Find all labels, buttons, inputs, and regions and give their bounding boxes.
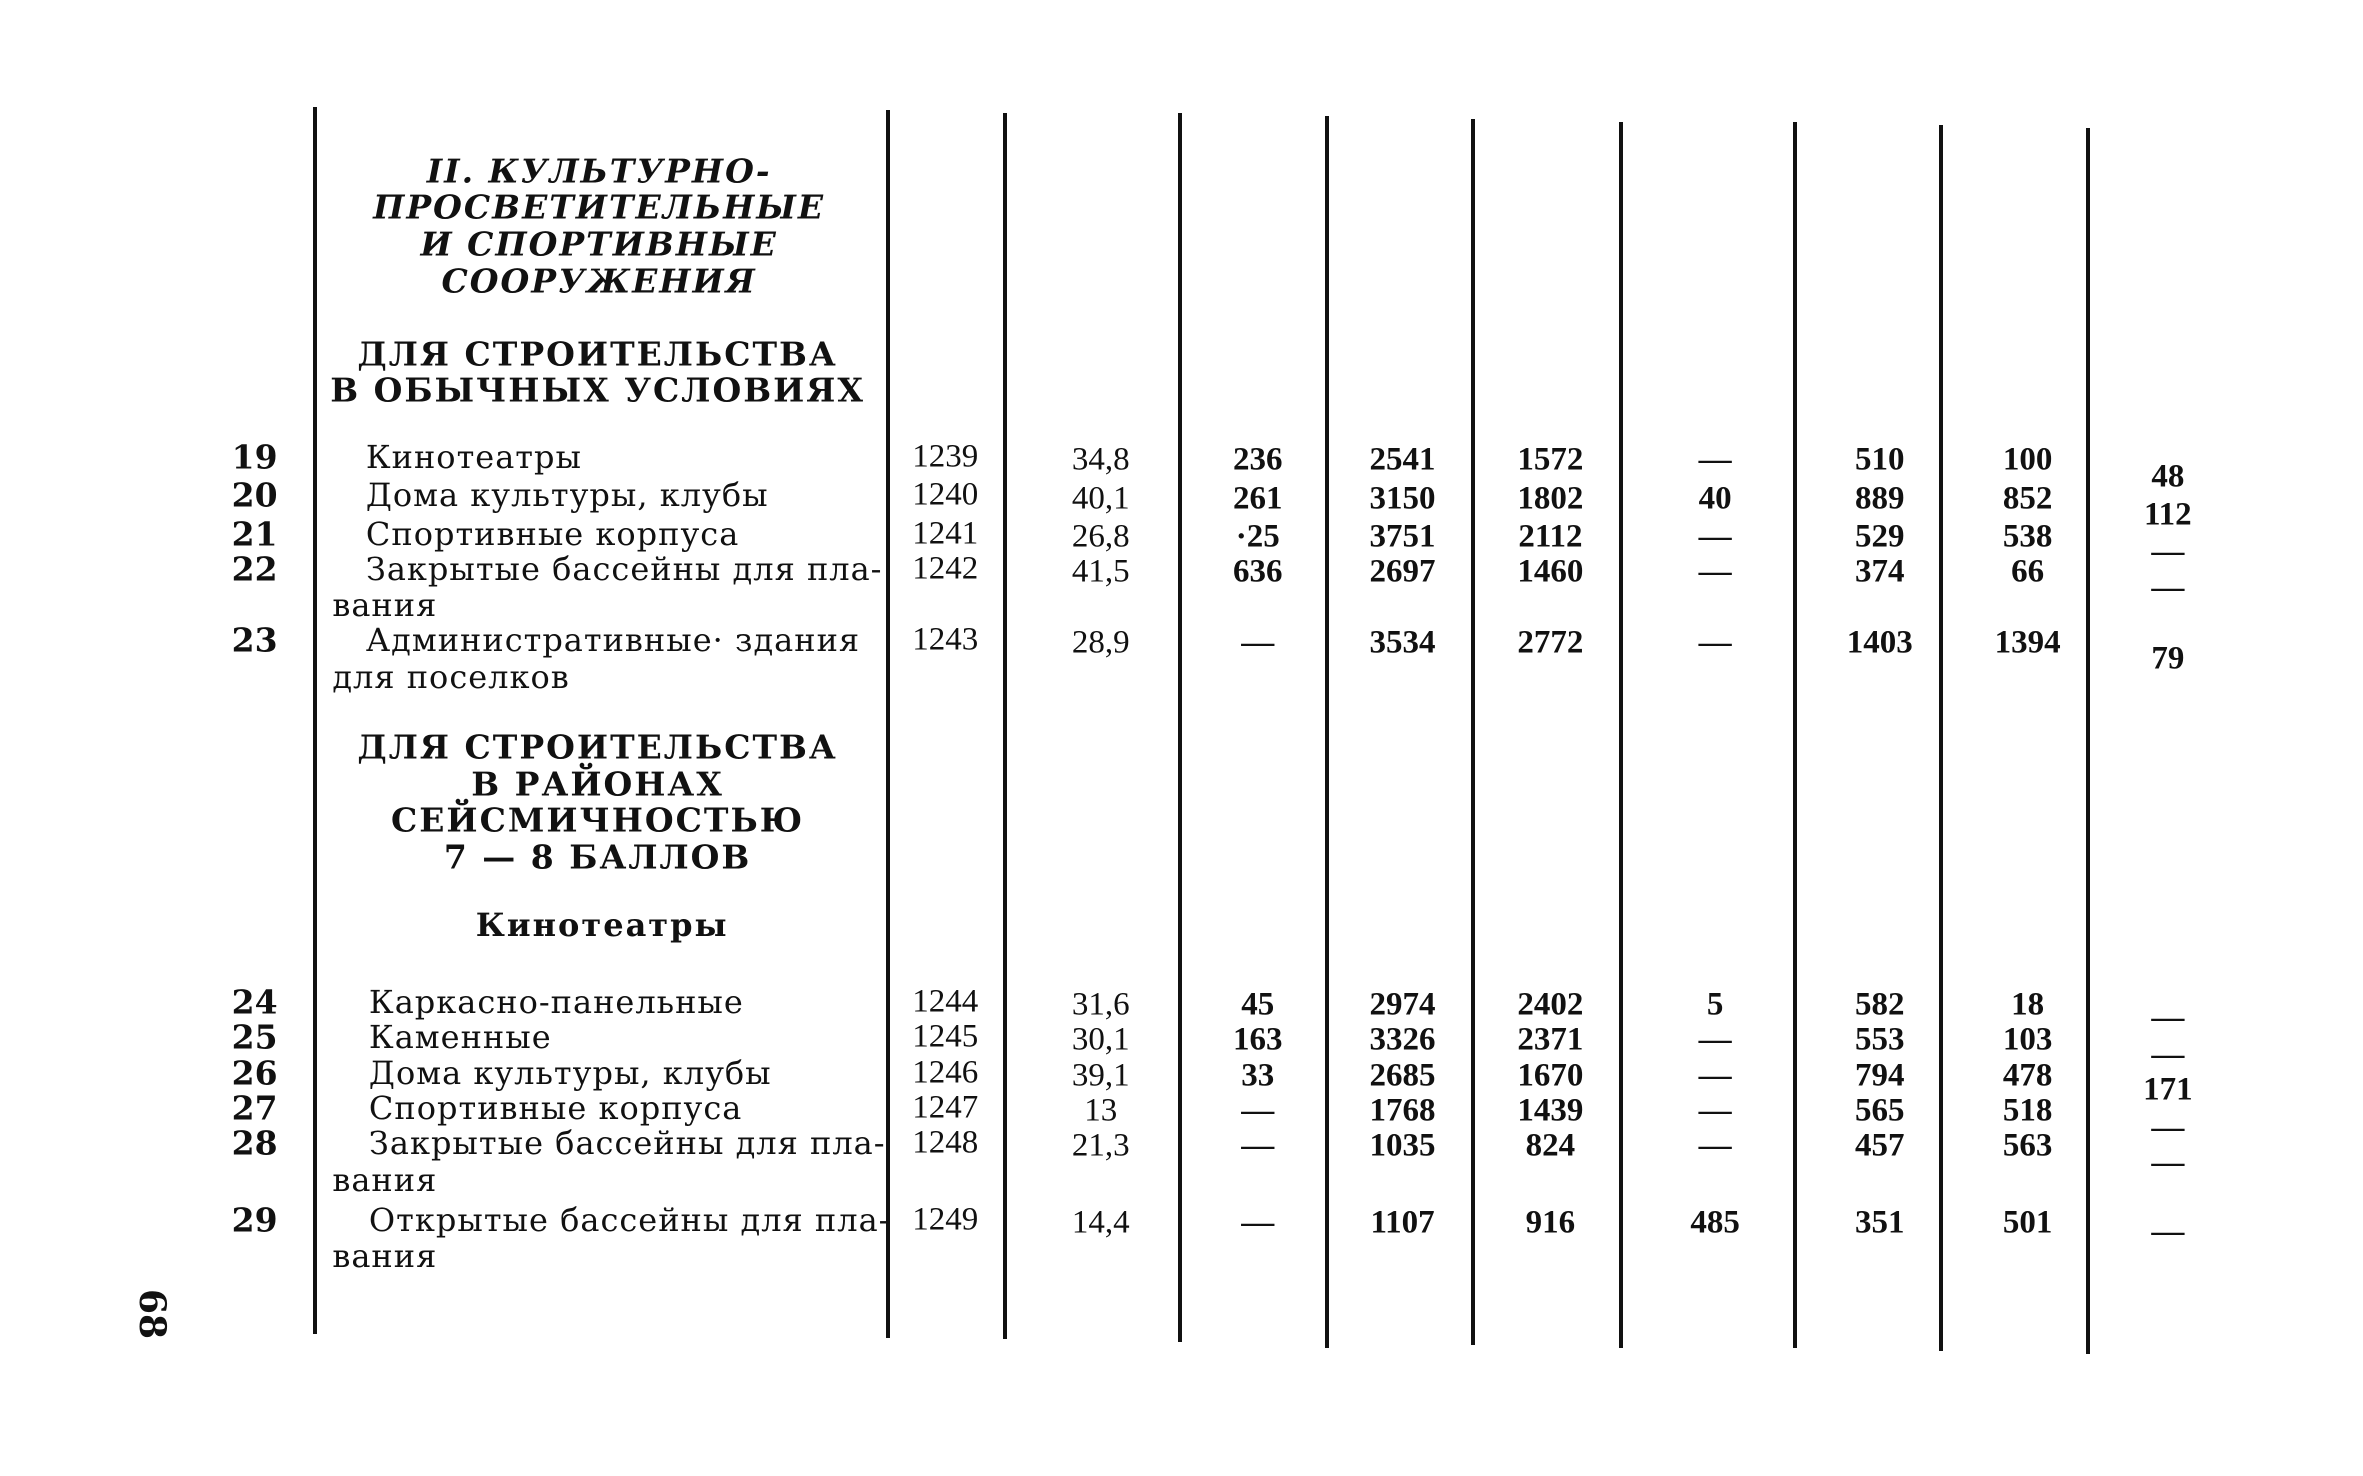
row-name: Открытые бассейны для пла- xyxy=(368,1200,891,1239)
row-value-col3: 3751 xyxy=(1369,518,1436,555)
row-value-col1: 13 xyxy=(1084,1092,1118,1129)
section-heading-line: ДЛЯ СТРОИТЕЛЬСТВА xyxy=(357,334,838,374)
row-value-col1: 41,5 xyxy=(1071,553,1130,590)
row-value-col8: — xyxy=(2151,1213,2185,1250)
row-value-col8: — xyxy=(2151,569,2185,606)
section-title-line: II. КУЛЬТУРНО- xyxy=(426,151,772,191)
row-value-col6: 457 xyxy=(1854,1127,1905,1164)
row-value-col5: 40 xyxy=(1698,480,1732,516)
row-name: Кинотеатры xyxy=(365,438,582,477)
row-value-col8: — xyxy=(2151,533,2185,570)
row-value-col4: 916 xyxy=(1525,1204,1576,1241)
row-value-col3: 3534 xyxy=(1369,624,1436,661)
row-name: Дома культуры, клубы xyxy=(368,1054,772,1093)
row-value-col2: 636 xyxy=(1232,553,1283,590)
row-number: 22 xyxy=(231,549,278,589)
row-value-col2: ·25 xyxy=(1235,518,1280,555)
section-heading-line: В РАЙОНАХ xyxy=(471,764,724,804)
row-value-col4: 1439 xyxy=(1517,1092,1584,1129)
row-value-col2: — xyxy=(1241,1127,1275,1164)
row-name: Каменные xyxy=(368,1017,552,1056)
row-value-col4: 1460 xyxy=(1517,553,1584,590)
row-value-col8: — xyxy=(2151,1036,2185,1073)
row-value-col8: 48 xyxy=(2151,458,2185,495)
row-value-col3: 2541 xyxy=(1369,441,1436,478)
row-value-col5: — xyxy=(1698,1092,1732,1129)
row-name: вания xyxy=(332,1160,438,1199)
row-number: 25 xyxy=(231,1017,278,1057)
row-value-col6: 374 xyxy=(1854,553,1905,590)
row-value-col1: 26,8 xyxy=(1071,518,1130,555)
row-value-col7: 100 xyxy=(2002,441,2053,478)
row-value-col3: 1035 xyxy=(1369,1127,1436,1164)
row-value-col1: 39,1 xyxy=(1071,1057,1130,1094)
row-value-col1: 21,3 xyxy=(1071,1127,1130,1164)
row-value-col7: 18 xyxy=(2011,986,2045,1023)
section-title-line: ПРОСВЕТИТЕЛЬНЫЕ xyxy=(373,187,826,227)
row-value-col5: — xyxy=(1698,1057,1732,1094)
row-name: Спортивные корпуса xyxy=(365,514,740,553)
row-value-col8: — xyxy=(2151,999,2185,1036)
row-value-col2: 236 xyxy=(1232,441,1283,478)
row-value-col5: — xyxy=(1698,518,1732,555)
row-value-col8: 171 xyxy=(2143,1071,2193,1108)
row-value-col2: — xyxy=(1241,624,1275,661)
row-value-col2: — xyxy=(1241,1092,1275,1129)
row-value-col6: 565 xyxy=(1854,1092,1905,1129)
row-name: вания xyxy=(332,1237,438,1276)
row-value-col5: — xyxy=(1698,441,1732,478)
row-value-col4: 2772 xyxy=(1517,624,1584,661)
row-value-col6: 582 xyxy=(1854,986,1905,1023)
row-number: 29 xyxy=(231,1200,278,1240)
row-value-col4: 2402 xyxy=(1517,986,1584,1023)
column-divider xyxy=(1003,113,1007,1339)
row-number: 19 xyxy=(231,437,278,477)
row-value-col3: 1107 xyxy=(1370,1204,1435,1241)
row-value-col6: 553 xyxy=(1854,1021,1905,1058)
row-value-col5: 5 xyxy=(1706,986,1724,1023)
column-divider xyxy=(313,107,317,1334)
row-number: 24 xyxy=(231,982,278,1022)
row-value-col2: — xyxy=(1241,1204,1275,1241)
row-value-col8: — xyxy=(2151,1109,2185,1146)
row-value-col6: 1403 xyxy=(1846,624,1913,661)
row-value-col4: 1802 xyxy=(1517,480,1584,516)
row-value-col4: 2112 xyxy=(1518,518,1583,555)
row-code: 1242 xyxy=(912,550,979,587)
row-value-col6: 510 xyxy=(1854,441,1905,478)
column-divider xyxy=(1939,125,1943,1351)
row-name: Каркасно-панельные xyxy=(368,982,744,1021)
column-divider xyxy=(2086,128,2090,1354)
row-name: для поселков xyxy=(332,657,570,696)
row-code: 1240 xyxy=(912,476,979,513)
row-number: 28 xyxy=(231,1123,278,1163)
row-value-col2: 163 xyxy=(1232,1021,1283,1058)
row-value-col3: 2685 xyxy=(1369,1057,1436,1094)
row-code: 1239 xyxy=(912,438,979,475)
section-heading-line: В ОБЫЧНЫХ УСЛОВИЯХ xyxy=(330,370,865,410)
row-value-col6: 794 xyxy=(1854,1057,1905,1094)
row-value-col7: 852 xyxy=(2002,480,2053,516)
row-name: Спортивные корпуса xyxy=(368,1089,743,1128)
column-divider xyxy=(1793,122,1797,1348)
row-code: 1243 xyxy=(912,621,979,658)
row-value-col5: 485 xyxy=(1690,1204,1740,1241)
subheading: Кинотеатры xyxy=(475,906,729,945)
row-code: 1248 xyxy=(912,1124,979,1161)
row-value-col1: 30,1 xyxy=(1071,1021,1130,1058)
row-value-col6: 529 xyxy=(1854,518,1905,555)
row-code: 1241 xyxy=(912,515,979,552)
row-code: 1245 xyxy=(912,1018,979,1055)
row-value-col2: 261 xyxy=(1232,480,1283,516)
row-value-col5: — xyxy=(1698,624,1732,661)
row-value-col2: 45 xyxy=(1241,986,1275,1023)
row-value-col1: 28,9 xyxy=(1071,624,1130,661)
column-divider xyxy=(886,110,890,1339)
row-name: Административные· здания xyxy=(365,621,861,660)
row-number: 27 xyxy=(231,1088,278,1128)
row-value-col3: 3150 xyxy=(1369,480,1436,516)
row-number: 23 xyxy=(231,620,278,660)
row-name: Дома культуры, клубы xyxy=(365,476,769,515)
section-title-line: И СПОРТИВНЫЕ xyxy=(420,224,778,264)
row-number: 20 xyxy=(231,475,278,515)
row-value-col7: 1394 xyxy=(1994,624,2061,661)
row-value-col7: 518 xyxy=(2002,1092,2053,1129)
row-value-col4: 1572 xyxy=(1517,441,1584,478)
row-value-col7: 66 xyxy=(2011,553,2045,590)
row-code: 1247 xyxy=(912,1089,979,1126)
row-value-col4: 1670 xyxy=(1517,1057,1584,1094)
section-title-line: СООРУЖЕНИЯ xyxy=(441,261,757,300)
page-number: 68 xyxy=(131,1289,174,1340)
row-code: 1249 xyxy=(912,1201,979,1238)
row-value-col7: 501 xyxy=(2002,1204,2053,1241)
row-name: Закрытые бассейны для пла- xyxy=(365,549,883,588)
row-name: Закрытые бассейны для пла- xyxy=(368,1124,886,1163)
row-value-col7: 103 xyxy=(2002,1021,2053,1058)
row-value-col5: — xyxy=(1698,1021,1732,1058)
row-number: 26 xyxy=(231,1053,278,1093)
row-value-col6: 351 xyxy=(1854,1204,1905,1241)
section-heading-line: 7 — 8 БАЛЛОВ xyxy=(443,837,752,877)
row-value-col1: 31,6 xyxy=(1071,986,1130,1023)
row-value-col5: — xyxy=(1698,1127,1732,1164)
row-value-col7: 563 xyxy=(2002,1127,2053,1164)
row-value-col6: 889 xyxy=(1854,480,1905,516)
row-value-col5: — xyxy=(1698,553,1732,590)
row-value-col7: 538 xyxy=(2002,518,2053,555)
row-value-col8: — xyxy=(2151,1144,2185,1181)
row-value-col3: 2974 xyxy=(1369,986,1436,1023)
row-value-col2: 33 xyxy=(1241,1057,1275,1094)
row-value-col1: 34,8 xyxy=(1071,441,1130,478)
section-heading-line: ДЛЯ СТРОИТЕЛЬСТВА xyxy=(357,727,838,767)
row-value-col7: 478 xyxy=(2002,1057,2053,1094)
column-divider xyxy=(1178,113,1182,1342)
column-divider xyxy=(1471,119,1475,1345)
row-value-col1: 14,4 xyxy=(1071,1204,1130,1241)
row-code: 1246 xyxy=(912,1054,979,1091)
column-divider xyxy=(1325,116,1329,1348)
row-code: 1244 xyxy=(912,983,979,1020)
row-value-col3: 1768 xyxy=(1369,1092,1436,1129)
row-value-col3: 2697 xyxy=(1369,553,1436,590)
row-value-col3: 3326 xyxy=(1369,1021,1436,1058)
row-value-col8: 112 xyxy=(2143,496,2192,533)
row-name: вания xyxy=(332,586,438,625)
section-heading-line: СЕЙСМИЧНОСТЬЮ xyxy=(391,800,805,840)
row-value-col8: 79 xyxy=(2151,640,2185,677)
row-value-col1: 40,1 xyxy=(1071,480,1130,516)
column-divider xyxy=(1619,122,1623,1348)
row-value-col4: 2371 xyxy=(1517,1021,1584,1058)
row-number: 21 xyxy=(231,514,278,554)
row-value-col4: 824 xyxy=(1525,1127,1576,1164)
